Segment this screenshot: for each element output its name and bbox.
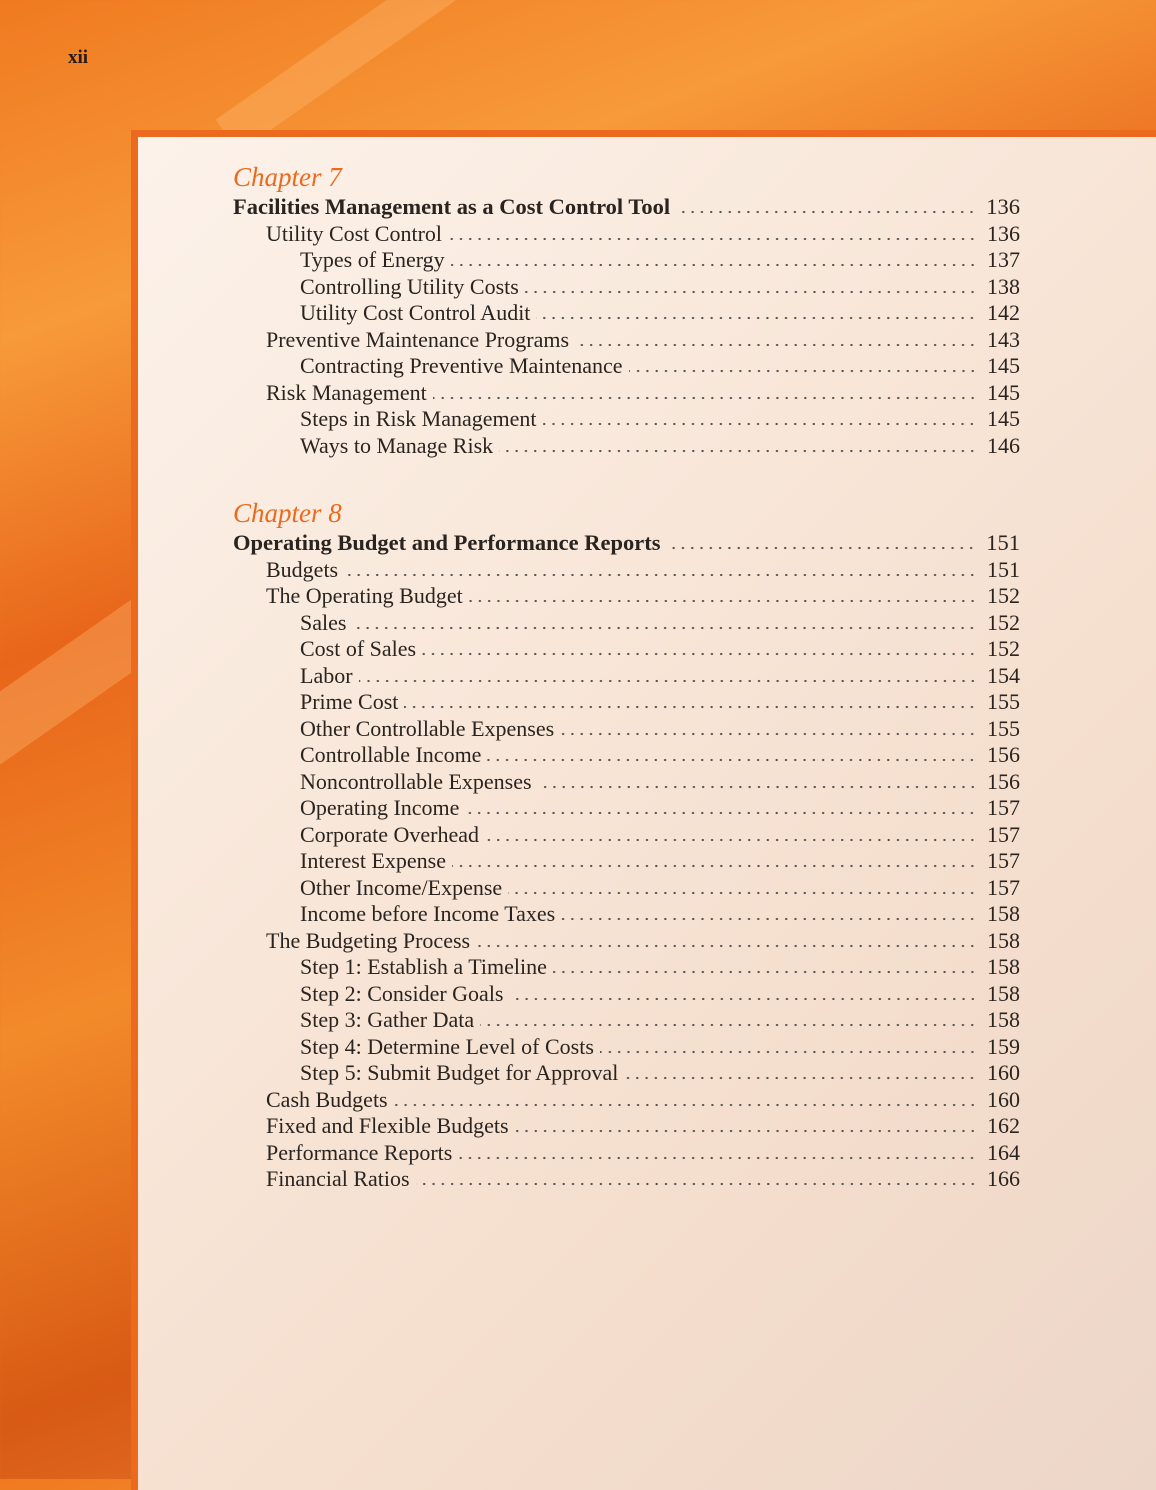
toc-entry[interactable] [233, 274, 1020, 301]
toc-entry-page: 156 [987, 742, 1020, 767]
dot-leader [352, 626, 977, 630]
toc-entry-title: Risk Management [266, 379, 427, 405]
dot-leader [451, 263, 977, 267]
toc-entry-page: 162 [987, 1113, 1020, 1138]
toc-entry-page: 154 [987, 662, 1020, 688]
toc-entry-page: 152 [987, 583, 1020, 608]
toc-entry-title: Operating Budget and Performance Reports [233, 530, 661, 555]
toc-entry-title: The Budgeting Process [266, 927, 471, 953]
dot-leader [560, 732, 977, 736]
toc-entry-page: 157 [987, 795, 1020, 820]
dot-leader [525, 290, 977, 294]
toc-entry-title: Performance Reports [266, 1139, 453, 1165]
toc-entry[interactable] [233, 1060, 1020, 1087]
toc-entry-title: Ways to Manage Risk [300, 432, 494, 458]
dot-leader [465, 811, 977, 815]
toc-entry[interactable] [233, 221, 1020, 248]
toc-entry-page: 151 [986, 530, 1020, 555]
toc-entry-title: Budgets [266, 556, 339, 582]
toc-entry[interactable] [233, 247, 1020, 274]
dot-leader [394, 1103, 977, 1107]
toc-entry[interactable] [233, 583, 1020, 610]
toc-entry-page: 142 [987, 300, 1020, 325]
toc-entry[interactable] [233, 380, 1020, 407]
toc-entry-title: Utility Cost Control [266, 220, 443, 246]
toc-entry[interactable] [233, 901, 1020, 928]
toc-entry[interactable] [233, 769, 1020, 796]
toc-entry-title: Step 4: Determine Level of Costs [300, 1033, 594, 1059]
toc-entry[interactable] [233, 530, 1020, 557]
toc-entry-title: Step 1: Establish a Timeline [300, 954, 547, 979]
toc-entry-title: Preventive Maintenance Programs [266, 326, 570, 352]
toc-entry-title: Step 3: Gather Data [300, 1007, 475, 1032]
toc-entry-page: 137 [987, 247, 1020, 272]
toc-entry[interactable] [233, 433, 1020, 460]
toc-entry-page: 157 [987, 848, 1020, 873]
toc-entry-page: 156 [987, 768, 1020, 794]
dot-leader [575, 343, 977, 347]
toc-entry-title: Contracting Preventive Maintenance [300, 353, 623, 378]
toc-entry-title: Cost of Sales [300, 636, 417, 661]
dot-leader [452, 864, 977, 868]
toc-entry-title: Fixed and Flexible Budgets [266, 1113, 509, 1138]
dot-leader [480, 1023, 977, 1027]
dot-leader [458, 1156, 977, 1160]
dot-leader [666, 546, 976, 550]
toc-entry[interactable] [233, 981, 1020, 1008]
toc-entry[interactable] [233, 194, 1020, 221]
toc-entry-title: Sales [300, 609, 347, 635]
toc-entry-title: Other Controllable Expenses [300, 715, 555, 741]
toc-entry[interactable] [233, 663, 1020, 690]
toc-entry[interactable] [233, 1166, 1020, 1193]
chapter-heading: Chapter 8 [233, 498, 342, 528]
dot-leader [487, 758, 977, 762]
dot-leader [561, 917, 977, 921]
toc-entry[interactable] [233, 1034, 1020, 1061]
toc-entry-page: 160 [987, 1060, 1020, 1085]
toc-entry-page: 145 [987, 379, 1020, 405]
toc-entry-title: Other Income/Expense [300, 874, 503, 900]
toc-entry-page: 158 [987, 927, 1020, 953]
dot-leader [510, 997, 978, 1001]
toc-entry[interactable] [233, 406, 1020, 433]
dot-leader [553, 970, 977, 974]
dot-leader [499, 449, 977, 453]
toc-entry-page: 157 [987, 874, 1020, 900]
dot-leader [433, 396, 977, 400]
toc-entry-page: 146 [987, 432, 1020, 458]
toc-entry-page: 158 [987, 954, 1020, 979]
toc-entry-page: 136 [986, 194, 1020, 219]
toc-entry-title: Controlling Utility Costs [300, 273, 519, 299]
dot-leader [538, 785, 977, 789]
toc-entry-page: 152 [987, 609, 1020, 635]
toc-entry-title: Interest Expense [300, 848, 446, 873]
toc-entry-title: Cash Budgets [266, 1086, 388, 1112]
toc-entry-title: The Operating Budget [266, 583, 463, 608]
page-number: xii [68, 47, 89, 68]
toc-entry-page: 155 [987, 689, 1020, 714]
toc-entry-page: 136 [987, 220, 1020, 246]
toc-entry[interactable] [233, 742, 1020, 769]
toc-entry-page: 143 [987, 326, 1020, 352]
toc-entry[interactable] [233, 1007, 1020, 1034]
dot-leader [676, 210, 976, 214]
toc-entry-title: Corporate Overhead [300, 821, 479, 847]
toc-entry[interactable] [233, 875, 1020, 902]
toc-entry-page: 158 [987, 1007, 1020, 1032]
toc-entry[interactable] [233, 928, 1020, 955]
toc-entry-title: Facilities Management as a Cost Control Tool [233, 194, 671, 219]
dot-leader [404, 705, 977, 709]
dot-leader [624, 1076, 977, 1080]
toc-entry-page: 138 [987, 273, 1020, 299]
toc-entry-title: Steps in Risk Management [300, 406, 537, 431]
dot-leader [448, 237, 977, 241]
toc-entry[interactable] [233, 1140, 1020, 1167]
toc-entry-title: Operating Income [300, 795, 460, 820]
dot-leader [359, 679, 977, 683]
toc-entry-title: Labor [300, 662, 353, 688]
toc-entry-title: Step 2: Consider Goals [300, 980, 504, 1006]
dot-leader [422, 652, 977, 656]
dot-leader [600, 1050, 977, 1054]
toc-entry-title: Controllable Income [300, 742, 482, 767]
toc-entry[interactable] [233, 610, 1020, 637]
dot-leader [476, 944, 977, 948]
dot-leader [485, 838, 977, 842]
toc-entry-page: 158 [987, 901, 1020, 926]
toc-entry[interactable] [233, 327, 1020, 354]
toc-entry-title: Prime Cost [300, 689, 399, 714]
toc-entry[interactable] [233, 689, 1020, 716]
dot-leader [416, 1182, 977, 1186]
toc-entry[interactable] [233, 848, 1020, 875]
toc-entry-title: Types of Energy [300, 247, 445, 272]
toc-entry-title: Income before Income Taxes [300, 901, 556, 926]
toc-entry-title: Financial Ratios [266, 1166, 410, 1191]
dot-leader [515, 1129, 977, 1133]
toc-entry[interactable] [233, 954, 1020, 981]
toc-entry[interactable] [233, 557, 1020, 584]
toc-entry[interactable] [233, 353, 1020, 380]
chapter-7-section [233, 161, 1020, 459]
toc-entry-title: Utility Cost Control Audit [300, 300, 531, 325]
dot-leader [508, 891, 977, 895]
toc-entry[interactable] [233, 1087, 1020, 1114]
dot-leader [469, 599, 977, 603]
toc-entry-page: 164 [987, 1139, 1020, 1165]
dot-leader [344, 573, 977, 577]
toc-entry-page: 160 [987, 1086, 1020, 1112]
toc-entry-page: 155 [987, 715, 1020, 741]
toc-entry[interactable] [233, 795, 1020, 822]
toc-entry[interactable] [233, 300, 1020, 327]
chapter-8-section [233, 497, 1020, 1193]
toc-entry-title: Noncontrollable Expenses [300, 768, 532, 794]
toc-entry[interactable] [233, 636, 1020, 663]
toc-entry[interactable] [233, 1113, 1020, 1140]
toc-entry-page: 145 [987, 353, 1020, 378]
toc-entry-title: Step 5: Submit Budget for Approval [300, 1060, 619, 1085]
dot-leader [536, 316, 977, 320]
toc-entry-page: 158 [987, 980, 1020, 1006]
toc-entry-page: 166 [987, 1166, 1020, 1191]
dot-leader [542, 422, 977, 426]
toc-entry-page: 152 [987, 636, 1020, 661]
toc-entry-page: 151 [987, 556, 1020, 582]
toc-entry-page: 157 [987, 821, 1020, 847]
toc-entry-page: 145 [987, 406, 1020, 431]
dot-leader [629, 369, 977, 373]
toc-entry-page: 159 [987, 1033, 1020, 1059]
toc-entry[interactable] [233, 822, 1020, 849]
toc-entry[interactable] [233, 716, 1020, 743]
chapter-heading: Chapter 7 [233, 162, 342, 192]
